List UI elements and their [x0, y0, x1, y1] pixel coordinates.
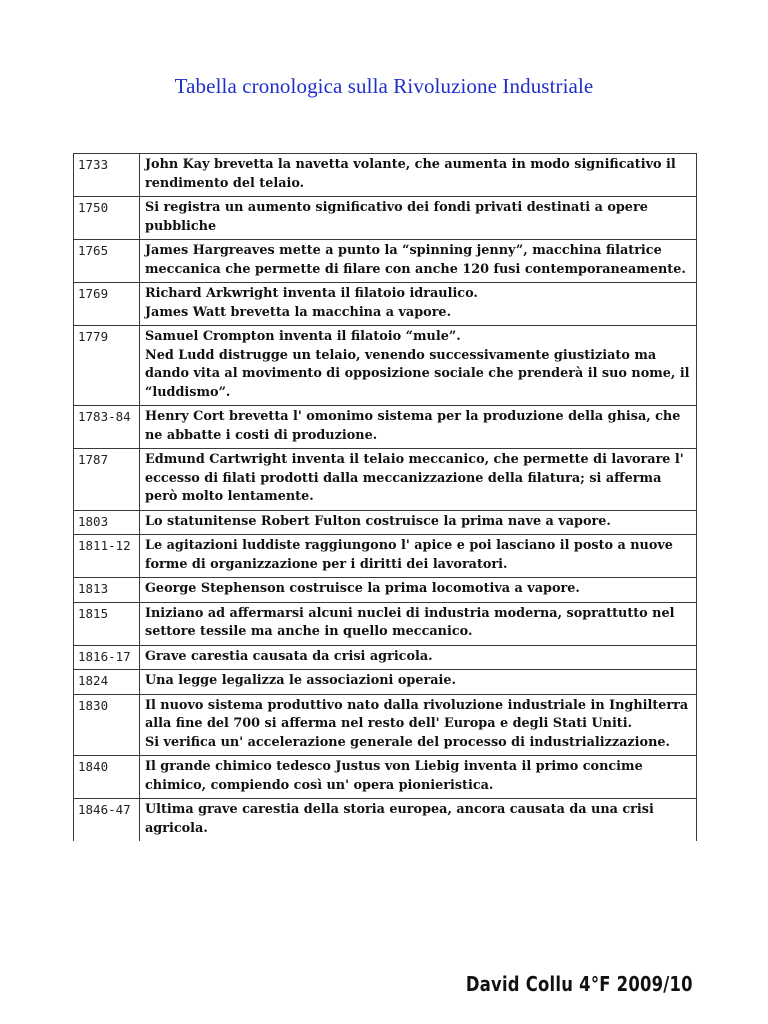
event-cell [140, 694, 697, 756]
event-text: Iniziano ad affermarsi alcuni nuclei di industria moderna, soprattutto nel settore tessile ma anche in quello meccanico. [145, 605, 675, 639]
year-cell: 1811-12 [74, 535, 140, 578]
event-text: Grave carestia causata da crisi agricola. [145, 648, 433, 664]
table-row [74, 756, 697, 799]
event-cell [140, 449, 697, 511]
event-text: Ned Ludd distrugge un telaio, venendo successivamente giustiziato ma dando vita al movimento di opposizione sociale che prenderà il suo nome, il “luddismo”. [145, 347, 690, 400]
event-text: Richard Arkwright inventa il filatoio idraulico. [145, 286, 478, 301]
year-cell: 1830 [74, 694, 140, 756]
event-text: Ultima grave carestia della storia europea, ancora causata da una crisi agricola. [145, 802, 654, 836]
event-text: George Stephenson costruisce la prima locomotiva a vapore. [145, 581, 580, 596]
table-row [74, 449, 697, 511]
event-text: Si registra un aumento significativo dei fondi privati destinati a opere pubbliche [145, 200, 648, 234]
year-cell: 1813 [74, 578, 140, 603]
year-cell: 1750 [74, 197, 140, 240]
table-row [74, 602, 697, 645]
event-text: James Hargreaves mette a punto la “spinning jenny”, macchina filatrice meccanica che permette di filare con anche 120 fusi contemporaneamente. [145, 243, 686, 277]
table-row [74, 240, 697, 283]
table-row [74, 283, 697, 326]
event-text: Lo statunitense Robert Fulton costruisce la prima nave a vapore. [145, 513, 611, 529]
table-row [74, 578, 697, 603]
event-text: Il grande chimico tedesco Justus von Liebig inventa il primo concime chimico, compiendo così un' opera pionieristica. [145, 759, 643, 793]
table-row [74, 694, 697, 756]
year-cell: 1779 [74, 326, 140, 406]
event-cell [140, 240, 697, 283]
event-text: Samuel Crompton inventa il filatoio “mule”. [145, 329, 461, 344]
page-title: Tabella cronologica sulla Rivoluzione Industriale [174, 74, 594, 98]
event-text: Henry Cort brevetta l' omonimo sistema per la produzione della ghisa, che ne abbatte i costi di produzione. [145, 409, 681, 443]
event-text: Si verifica un' accelerazione generale del processo di industrializzazione. [145, 734, 670, 750]
event-cell [140, 578, 697, 603]
event-cell [140, 670, 697, 695]
event-cell [140, 510, 697, 535]
table-row [74, 510, 697, 535]
event-cell [140, 283, 697, 326]
event-cell [140, 326, 697, 406]
event-cell [140, 645, 697, 670]
table-row [74, 154, 697, 197]
year-cell: 1815 [74, 602, 140, 645]
chronology-table-body [74, 154, 697, 842]
year-cell: 1787 [74, 449, 140, 511]
event-text: Edmund Cartwright inventa il telaio meccanico, che permette di lavorare l' eccesso di filati prodotti dalla meccanizzazione della filatura; si afferma però molto lentamente. [145, 452, 684, 504]
event-cell [140, 799, 697, 842]
chronology-table [73, 153, 697, 841]
year-cell: 1769 [74, 283, 140, 326]
event-text: Una legge legalizza le associazioni operaie. [145, 673, 456, 688]
table-row [74, 670, 697, 695]
event-text: Le agitazioni luddiste raggiungono l' apice e poi lasciano il posto a nuove forme di organizzazione per i diritti dei lavoratori. [145, 538, 673, 572]
year-cell: 1733 [74, 154, 140, 197]
table-row [74, 406, 697, 449]
year-cell: 1816-17 [74, 645, 140, 670]
event-text: James Watt brevetta la macchina a vapore. [145, 304, 452, 320]
table-row [74, 197, 697, 240]
event-text: John Kay brevetta la navetta volante, che aumenta in modo significativo il rendimento del telaio. [145, 157, 676, 191]
table-row [74, 645, 697, 670]
author-signature: David Collu 4°F 2009/10 [465, 972, 693, 996]
table-row [74, 535, 697, 578]
year-cell: 1765 [74, 240, 140, 283]
year-cell: 1824 [74, 670, 140, 695]
year-cell: 1846-47 [74, 799, 140, 842]
event-cell [140, 197, 697, 240]
event-cell [140, 154, 697, 197]
year-cell: 1783-84 [74, 406, 140, 449]
year-cell: 1840 [74, 756, 140, 799]
table-row [74, 326, 697, 406]
event-cell [140, 756, 697, 799]
year-cell: 1803 [74, 510, 140, 535]
event-cell [140, 535, 697, 578]
table-row [74, 799, 697, 842]
event-cell [140, 406, 697, 449]
event-cell [140, 602, 697, 645]
event-text: Il nuovo sistema produttivo nato dalla rivoluzione industriale in Inghilterra alla fine del 700 si afferma nel resto dell' Europa e degli Stati Uniti. [145, 697, 689, 731]
